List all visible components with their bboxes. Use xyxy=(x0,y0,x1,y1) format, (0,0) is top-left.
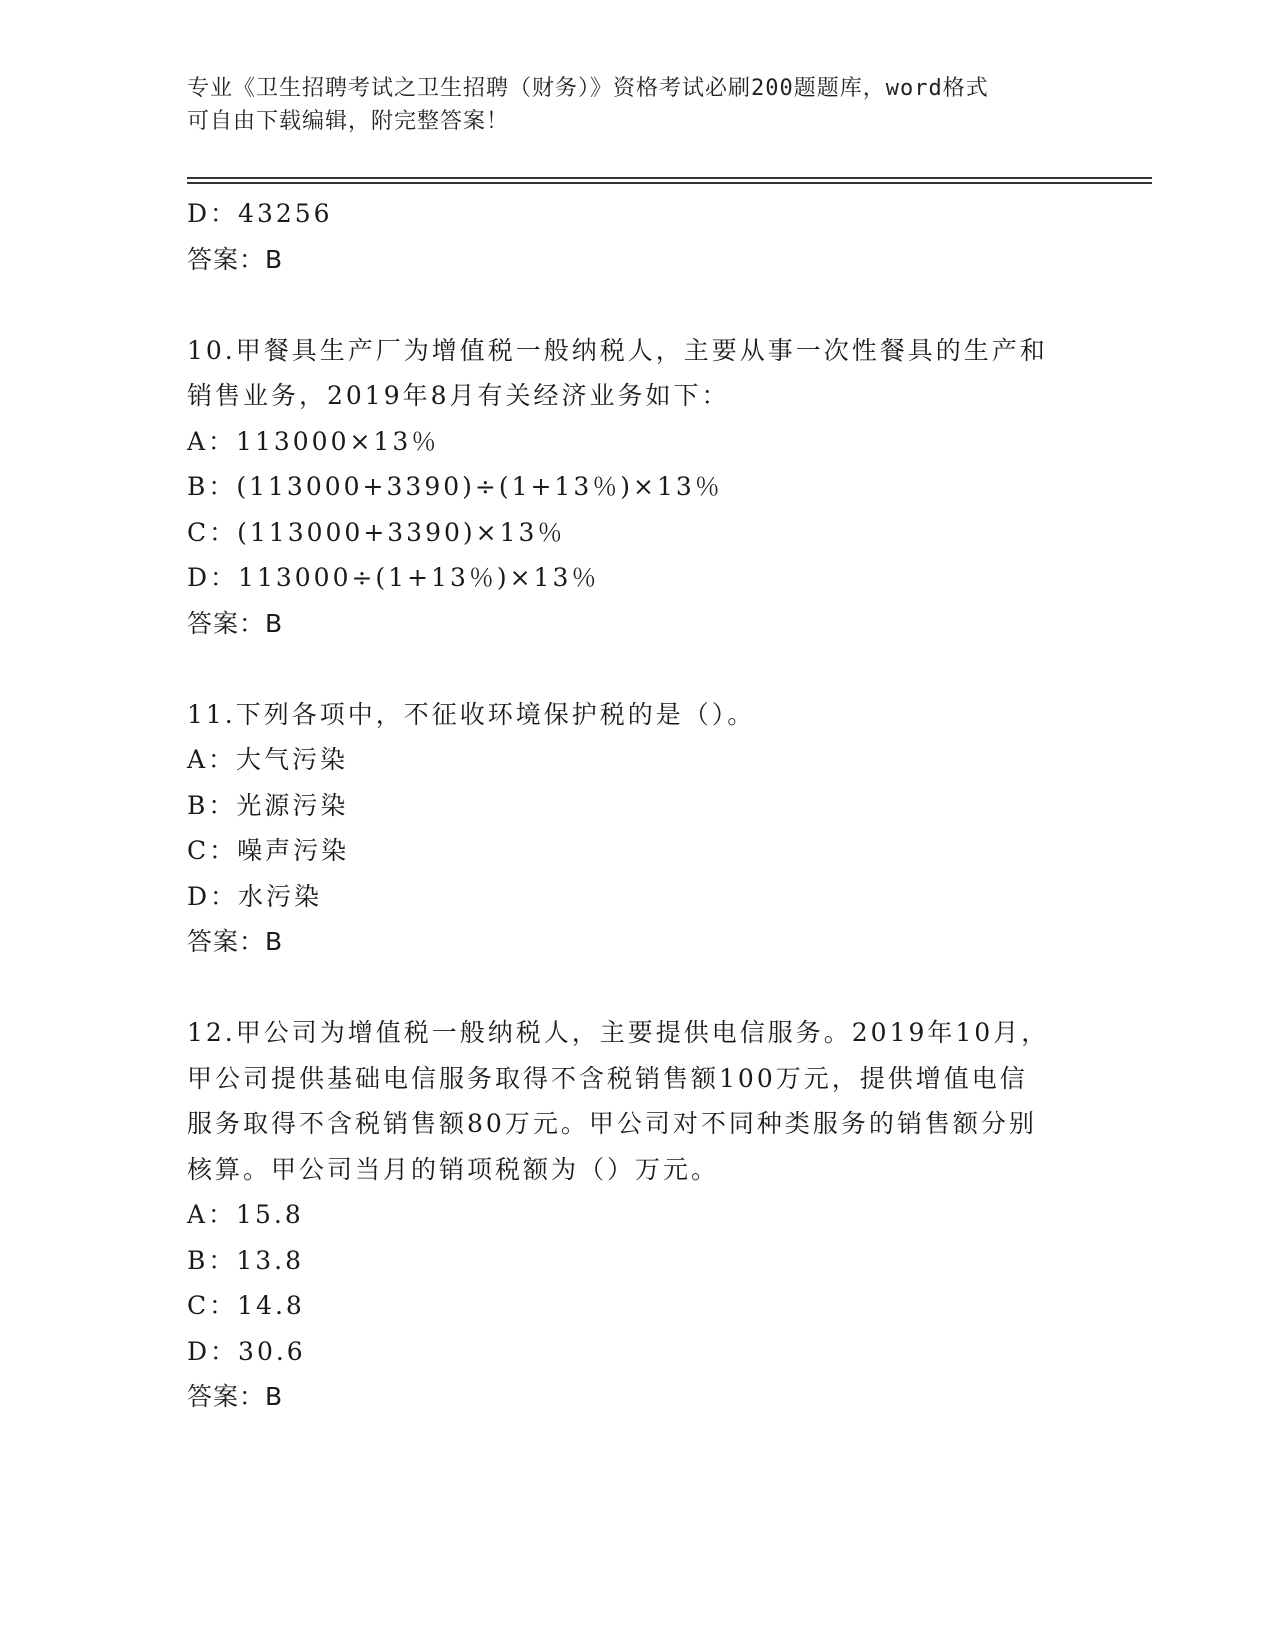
answer-line: 答案：B xyxy=(187,244,284,274)
option-line: B：光源污染 xyxy=(187,790,349,820)
option-line: B：(113000+3390)÷(1+13％)×13％ xyxy=(187,472,723,501)
option-line: D：113000÷(1+13％)×13％ xyxy=(187,563,600,592)
answer-line: 答案：B xyxy=(187,608,284,638)
option-line: C：(113000+3390)×13％ xyxy=(187,517,566,547)
option-line: D：30.6 xyxy=(187,1336,306,1366)
spacer xyxy=(187,282,1087,328)
option-line: B：13.8 xyxy=(187,1245,305,1275)
option-line: D：43256 xyxy=(187,199,333,228)
question-block xyxy=(187,1010,1087,1420)
question-stem-line: 12.甲公司为增值税一般纳税人，主要提供电信服务。2019年10月， xyxy=(187,1018,1050,1047)
question-stem-line: 11.下列各项中，不征收环境保护税的是（）。 xyxy=(187,699,756,729)
header-line-2: 可自由下载编辑，附完整答案！ xyxy=(187,109,510,134)
option-line: C：14.8 xyxy=(187,1291,305,1320)
question-stem-line: 销售业务，2019年8月有关经济业务如下： xyxy=(187,381,730,410)
question-stem-line: 10.甲餐具生产厂为增值税一般纳税人，主要从事一次性餐具的生产和 xyxy=(187,335,1048,365)
header-divider-top xyxy=(187,177,1152,179)
spacer xyxy=(187,646,1087,692)
question-block xyxy=(187,328,1087,647)
option-line: C：噪声污染 xyxy=(187,836,350,865)
document-header xyxy=(187,72,1087,138)
header-divider-bottom xyxy=(187,182,1152,184)
option-line: A：113000×13％ xyxy=(187,426,440,456)
question-stem-line: 服务取得不含税销售额80万元。甲公司对不同种类服务的销售额分别 xyxy=(187,1109,1037,1138)
header-line-1: 专业《卫生招聘考试之卫生招聘（财务）》资格考试必刷200题题库，word格式 xyxy=(187,76,989,101)
question-stem-line: 甲公司提供基础电信服务取得不含税销售额100万元，提供增值电信 xyxy=(187,1063,1028,1093)
answer-line: 答案：B xyxy=(187,927,284,956)
question-stem-line: 核算。甲公司当月的销项税额为（）万元。 xyxy=(187,1154,720,1184)
option-line: A：大气污染 xyxy=(187,745,349,774)
document-body xyxy=(187,191,1087,1420)
option-line: D：水污染 xyxy=(187,881,323,911)
option-line: A：15.8 xyxy=(187,1200,304,1229)
answer-line: 答案：B xyxy=(187,1382,284,1411)
spacer xyxy=(187,965,1087,1011)
question-block xyxy=(187,692,1087,965)
